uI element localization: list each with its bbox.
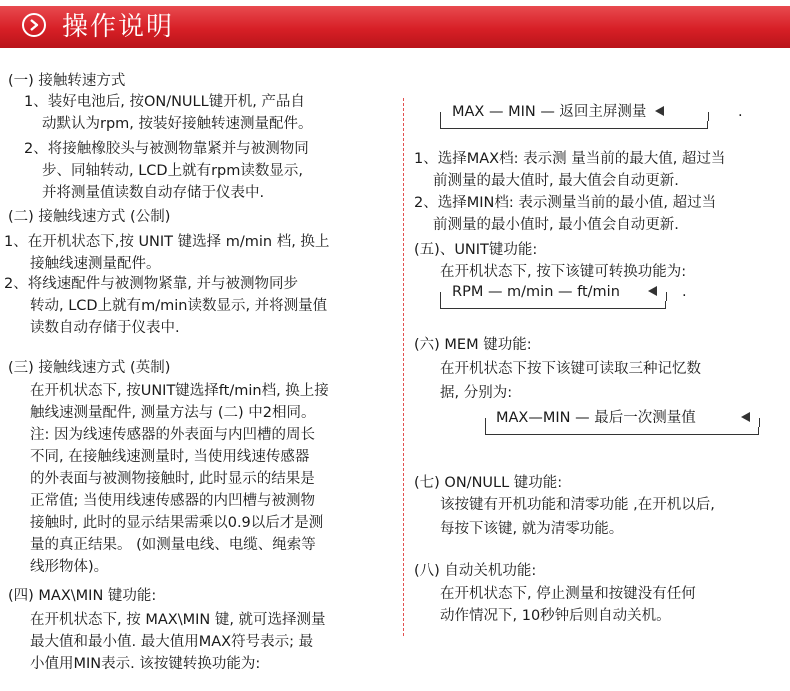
maxmin-flow: MAX — MIN — 返回主屏测量 — [452, 104, 647, 120]
arrow-left-icon — [741, 412, 750, 422]
s3-line-1: 在开机状态下, 按UNIT键选择ft/min档, 换上接 — [30, 383, 329, 399]
arrow-left-icon — [655, 106, 664, 116]
unit-flow-bracket — [440, 301, 666, 309]
s3-line-5: 的外表面与被测物接触时, 此时显示的结果是 — [30, 471, 315, 487]
mem-flow-bracket — [485, 427, 759, 435]
s8-line-1: 在开机状态下, 停止测量和按键没有任何 — [440, 586, 696, 602]
maxmin-flow-bracket — [440, 121, 708, 129]
s1-line-3: 2、将接触橡胶头与被测物靠紧并与被测物同 — [24, 141, 309, 157]
s5-line-1: 在开机状态下, 按下该键可转换功能为: — [440, 264, 687, 280]
s3-line-2: 触线速测量配件, 测量方法与 (二) 中2相同。 — [30, 405, 316, 421]
section-4-title: (四) MAX\MIN 键功能: — [8, 588, 157, 604]
header-banner — [0, 6, 790, 48]
s3-line-9: 线形物体)。 — [30, 559, 109, 575]
maxmin-flow-tail: . — [738, 104, 743, 120]
page-title: 操作说明 — [62, 12, 175, 42]
s2-line-1: 1、在开机状态下,按 UNIT 键选择 m/min 档, 换上 — [4, 234, 330, 250]
s2-line-4: 转动, LCD上就有m/min读数显示, 并将测量值 — [30, 298, 328, 314]
s7-line-2: 每按下该键, 就为清零功能。 — [440, 521, 624, 537]
s2-line-2: 接触线速测量配件。 — [30, 256, 161, 272]
section-7-title: (七) ON/NULL 键功能: — [414, 475, 563, 491]
s6-line-2: 据, 分别为: — [440, 385, 513, 401]
column-divider — [403, 98, 404, 636]
s3-line-3: 注: 因为线速传感器的外表面与内凹槽的周长 — [30, 427, 315, 443]
section-2-title: (二) 接触线速方式 (公制) — [8, 209, 171, 225]
s2-line-3: 2、将线速配件与被测物紧靠, 并与被测物同步 — [4, 276, 298, 292]
s1-line-4: 步、同轴转动, LCD上就有rpm读数显示, — [42, 163, 303, 179]
section-1-title: (一) 接触转速方式 — [8, 73, 126, 89]
section-6-title: (六) MEM 键功能: — [414, 337, 532, 353]
s1-line-1: 1、装好电池后, 按ON/NULL键开机, 产品自 — [24, 94, 305, 110]
s3-line-6: 正常值; 当使用线速传感器的内凹槽与被测物 — [30, 493, 315, 509]
s1-line-2: 动默认为rpm, 按装好接触转速测量配件。 — [42, 116, 313, 132]
s4-line-3: 小值用MIN表示. 该按键转换功能为: — [30, 656, 261, 672]
maxmin-line-2: 前测量的最大值时, 最大值会自动更新. — [433, 173, 679, 189]
section-8-title: (八) 自动关机功能: — [414, 563, 537, 579]
play-circle-icon — [22, 13, 46, 37]
s7-line-1: 该按键有开机功能和清零功能 ,在开机以后, — [440, 497, 715, 513]
maxmin-line-3: 2、选择MIN档: 表示测量当前的最小值, 超过当 — [414, 195, 717, 211]
s4-line-2: 最大值和最小值. 最大值用MAX符号表示; 最 — [30, 634, 314, 650]
s3-line-4: 不同, 在接触线速测量时, 当使用线速传感器 — [30, 449, 310, 465]
section-5-title: (五)、UNIT键功能: — [414, 242, 538, 258]
section-3-title: (三) 接触线速方式 (英制) — [8, 360, 171, 376]
arrow-left-icon — [648, 286, 657, 296]
s6-line-1: 在开机状态下按下该键可读取三种记忆数 — [440, 361, 701, 377]
mem-flow: MAX—MIN — 最后一次测量值 — [496, 410, 696, 426]
unit-flow: RPM — m/min — ft/min — [452, 284, 620, 300]
s4-line-1: 在开机状态下, 按 MAX\MIN 键, 就可选择测量 — [30, 612, 326, 628]
maxmin-line-4: 前测量的最小值时, 最小值会自动更新. — [433, 217, 679, 233]
s3-line-7: 接触时, 此时的显示结果需乘以0.9以后才是测 — [30, 515, 324, 531]
maxmin-line-1: 1、选择MAX档: 表示测 量当前的最大值, 超过当 — [414, 151, 726, 167]
s3-line-8: 量的真正结果。 (如测量电线、电缆、绳索等 — [30, 537, 316, 553]
s2-line-5: 读数自动存储于仪表中. — [30, 320, 180, 336]
s8-line-2: 动作情况下, 10秒钟后则自动关机。 — [440, 608, 671, 624]
s1-line-5: 并将测量值读数自动存储于仪表中. — [42, 185, 265, 201]
unit-flow-tail: . — [682, 284, 687, 300]
